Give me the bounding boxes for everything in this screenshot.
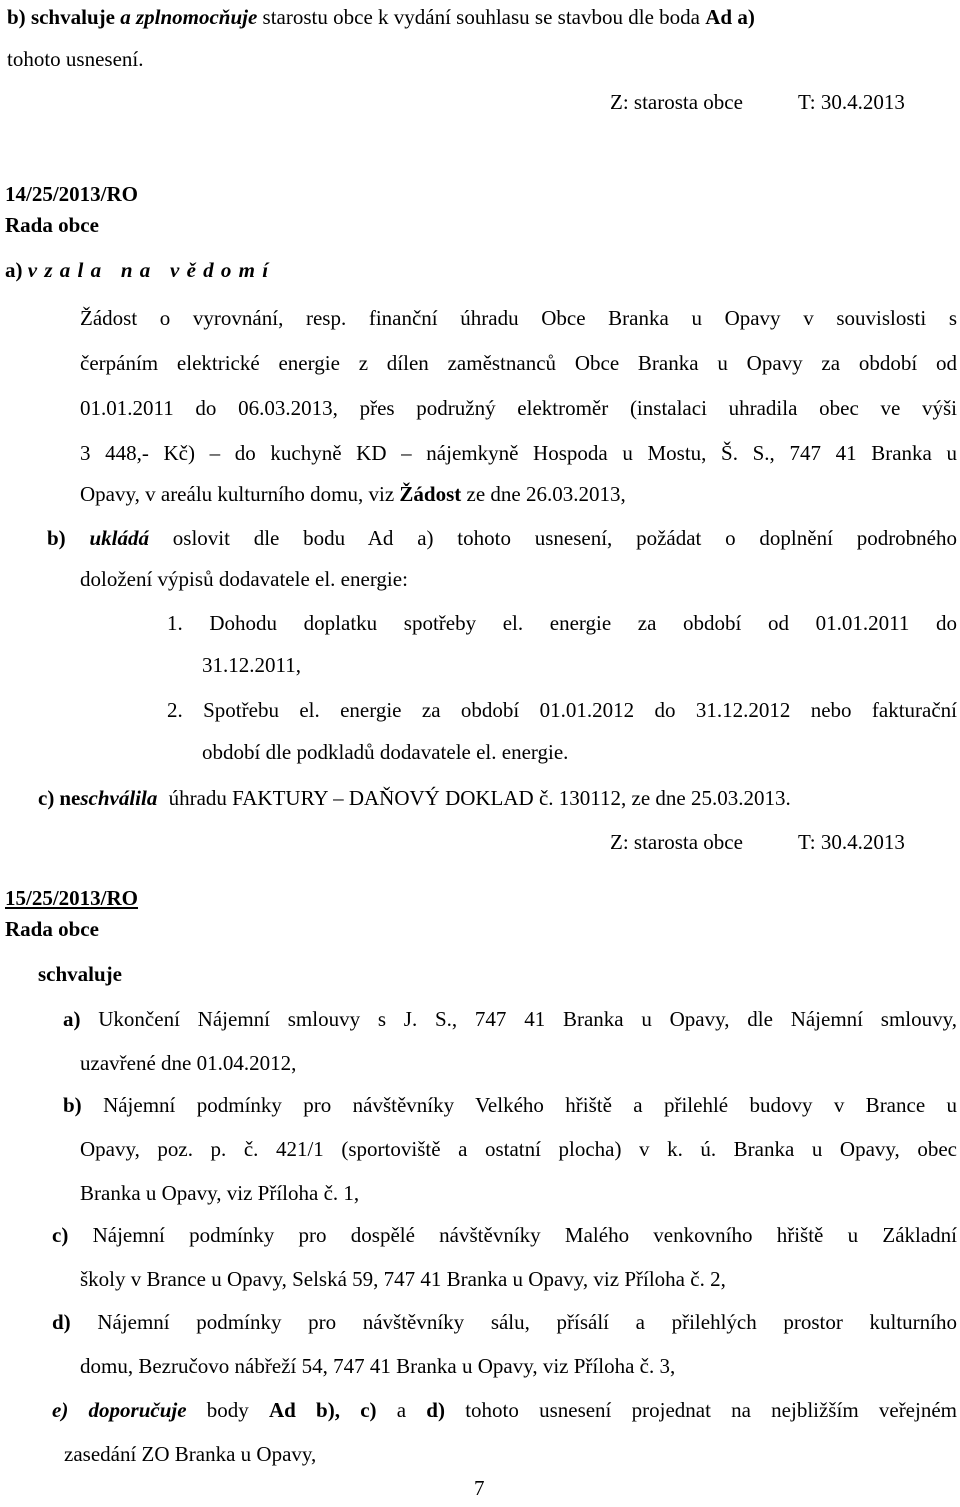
e-body-word: body [206, 1398, 249, 1422]
resolution-15-number: 15/25/2013/RO [5, 886, 139, 910]
resolution-14-a-heading [5, 257, 269, 283]
b-line1-text: Nájemní podmínky pro návštěvníky Velkého hřiště a přilehlé budovy v Brance u [103, 1093, 958, 1117]
resolution-15-d-line2: domu, Bezručovo nábřeží 54, 747 41 Branka u Opavy, viz Příloha č. 3, [80, 1354, 676, 1378]
item-d-label: d) [52, 1310, 71, 1334]
zadost-ref: Žádost [399, 482, 462, 506]
resolution-15-a-line2: uzavřené dne 01.04.2012, [80, 1051, 297, 1075]
resolution-14-b-item2-cont: období dle podkladů dodavatele el. energie. [202, 740, 569, 764]
resolution-14-number: 14/25/2013/RO [5, 182, 139, 206]
verb-vzala-na-vedomi: v z a l a n a v ě d o m í [27, 258, 270, 282]
d-line1-text: Nájemní podmínky pro návštěvníky sálu, přísálí a přilehlých prostor kulturního [97, 1310, 957, 1334]
top-line-1-text: starostu obce k vydání souhlasu se stavbou dle boda [262, 5, 700, 29]
top-responsible: Z: starosta obce [610, 90, 743, 114]
resolution-14-b-line2: doložení výpisů dodavatele el. energie: [80, 567, 408, 591]
p5-text: Opavy, v areálu kulturního domu, viz [80, 482, 395, 506]
resolution-14-b-item1: 1. Dohodu doplatku spotřeby el. energie za období od 01.01.2011 do [167, 611, 957, 635]
top-line-2: tohoto usnesení. [7, 47, 144, 71]
verb-zplnomocnuje: a zplnomocňuje [120, 5, 258, 29]
resolution-14-deadline: T: 30.4.2013 [798, 830, 905, 854]
verb-prefix: ne [59, 786, 81, 810]
resolution-14-b-line1 [47, 525, 957, 551]
resolution-15-body: Rada obce [5, 917, 99, 941]
item-c-label: c) [52, 1223, 69, 1247]
resolution-14-a-p4: 3 448,- Kč) – do kuchyně KD – nájemkyně Hospoda u Mostu, Š. S., 747 41 Branka u [80, 441, 957, 465]
resolution-15-b-line3: Branka u Opavy, viz Příloha č. 1, [80, 1181, 360, 1205]
verb-uklada: ukládá [89, 526, 149, 550]
top-deadline: T: 30.4.2013 [798, 90, 905, 114]
resolution-15-d-line1 [52, 1309, 957, 1335]
resolution-14-responsible: Z: starosta obce [610, 830, 743, 854]
a-line1-text: Ukončení Nájemní smlouvy s J. S., 747 41 Branka u Opavy, dle Nájemní smlouvy, [98, 1007, 957, 1031]
resolution-14-body: Rada obce [5, 213, 99, 237]
resolution-15-a-line1 [63, 1006, 957, 1032]
resolution-14-a-p3: 01.01.2011 do 06.03.2013, přes podružný elektroměr (instalaci uhradila obec ve výši [80, 396, 957, 420]
page-number: 7 [474, 1476, 485, 1500]
resolution-15-b-line1 [63, 1092, 957, 1118]
e-and-word: a [396, 1398, 407, 1422]
resolution-14-a-p5 [80, 481, 626, 507]
verb-neschvalila: schválila [80, 786, 158, 810]
resolution-15-e-line2: zasedání ZO Branka u Opavy, [64, 1442, 317, 1466]
item-b-label: b) [7, 5, 26, 29]
resolution-14-a-p1: Žádost o vyrovnání, resp. finanční úhradu Obce Branka u Opavy v souvislosti s [80, 306, 957, 330]
resolution-15-c-line1 [52, 1222, 957, 1248]
e-line1-text: tohoto usnesení projednat na nejbližším veřejném [465, 1398, 957, 1422]
c-text: úhradu FAKTURY – DAŇOVÝ DOKLAD č. 130112, ze dne 25.03.2013. [168, 786, 791, 810]
item-e-label: e) [52, 1398, 69, 1422]
resolution-15-verb: schvaluje [38, 962, 122, 986]
resolution-14-b-item1-cont: 31.12.2011, [202, 653, 301, 677]
item-a-label: a) [63, 1007, 81, 1031]
resolution-15-c-line2: školy v Brance u Opavy, Selská 59, 747 41 Branka u Opavy, viz Příloha č. 2, [80, 1267, 726, 1291]
item-b-label: b) [47, 526, 66, 550]
resolution-14-c [38, 785, 791, 811]
top-line-1 [7, 4, 755, 30]
ad-b-c-ref: Ad b), c) [269, 1398, 377, 1422]
b-line1-text: oslovit dle bodu Ad a) tohoto usnesení, požádat o doplnění podrobného [172, 526, 958, 550]
resolution-15-e-line1 [52, 1397, 957, 1423]
resolution-14-b-item2: 2. Spotřebu el. energie za období 01.01.2012 do 31.12.2012 nebo fakturační [167, 698, 957, 722]
item-b-label: b) [63, 1093, 82, 1117]
verb-schvaluje: schvaluje [30, 5, 115, 29]
d-ref: d) [426, 1398, 445, 1422]
item-a-label: a) [5, 258, 23, 282]
resolution-15-b-line2: Opavy, poz. p. č. 421/1 (sportoviště a ostatní plocha) v k. ú. Branka u Opavy, obec [80, 1137, 957, 1161]
resolution-14-a-p2: čerpáním elektrické energie z dílen zaměstnanců Obce Branka u Opavy za období od [80, 351, 957, 375]
c-line1-text: Nájemní podmínky pro dospělé návštěvníky Malého venkovního hřiště u Základní [92, 1223, 958, 1247]
ad-a-ref: Ad a) [705, 5, 755, 29]
item-c-label: c) [38, 786, 55, 810]
p5-date: ze dne 26.03.2013, [466, 482, 626, 506]
verb-doporucuje: doporučuje [88, 1398, 187, 1422]
